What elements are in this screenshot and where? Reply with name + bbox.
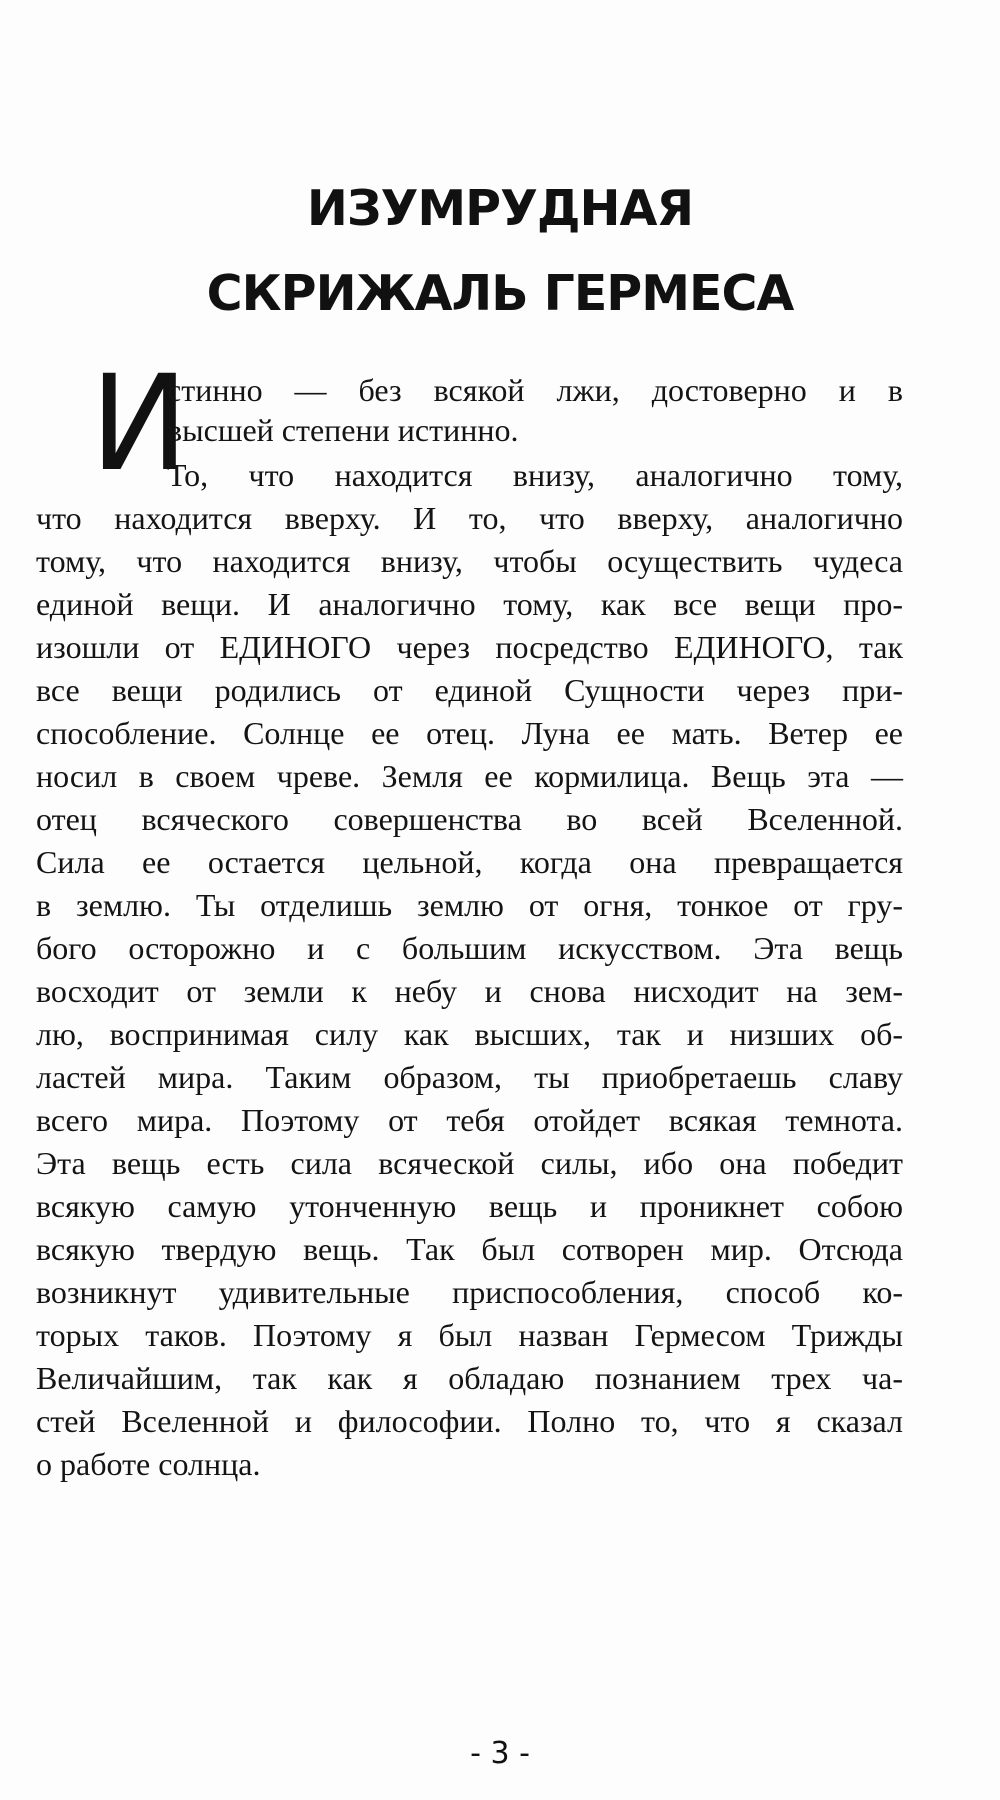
text-line: единой вещи. И аналогично тому, как все вещи про- xyxy=(36,586,903,622)
text-line: всякую твердую вещь. Так был сотворен мир. Отсюда xyxy=(36,1231,903,1267)
text-line: Величайшим, так как я обладаю познанием трех ча- xyxy=(36,1360,903,1396)
text-line: стинно — без всякой лжи, достоверно и в xyxy=(167,372,903,408)
text-line: высшей степени истинно. xyxy=(167,412,519,448)
text-line: возникнут удивительные приспособления, способ ко- xyxy=(36,1274,903,1310)
text-line: всего мира. Поэтому от тебя отойдет всякая темнота. xyxy=(36,1102,903,1138)
text-line: всякую самую утонченную вещь и проникнет собою xyxy=(36,1188,903,1224)
chapter-title-line-1: ИЗУМРУДНАЯ xyxy=(306,180,694,237)
page-number: - 3 - xyxy=(470,1736,530,1771)
text-line: изошли от ЕДИНОГО через посредство ЕДИНОГО, так xyxy=(36,629,903,665)
text-line: отец всяческого совершенства во всей Вселенной. xyxy=(36,801,903,837)
text-line: тому, что находится внизу, чтобы осуществить чудеса xyxy=(36,543,903,579)
text-line: все вещи родились от единой Сущности через при- xyxy=(36,672,903,708)
text-line: в землю. Ты отделишь землю от огня, тонкое от гру- xyxy=(36,887,903,923)
drop-cap: И xyxy=(90,347,189,501)
text-line: что находится вверху. И то, что вверху, аналогично xyxy=(36,500,903,536)
chapter-title-line-2: СКРИЖАЛЬ ГЕРМЕСА xyxy=(206,265,794,322)
text-line: носил в своем чреве. Земля ее кормилица. Вещь эта — xyxy=(36,758,903,794)
text-line: То, что находится внизу, аналогично тому, xyxy=(167,457,903,493)
text-line: торых таков. Поэтому я был назван Гермесом Трижды xyxy=(36,1317,903,1353)
text-line: ластей мира. Таким образом, ты приобретаешь славу xyxy=(36,1059,903,1095)
text-line: восходит от земли к небу и снова нисходит на зем- xyxy=(36,973,903,1009)
text-line: стей Вселенной и философии. Полно то, что я сказал xyxy=(36,1403,903,1439)
text-line: Эта вещь есть сила всяческой силы, ибо она победит xyxy=(36,1145,903,1181)
text-line: Сила ее остается цельной, когда она превращается xyxy=(36,844,903,880)
text-line: бого осторожно и с большим искусством. Эта вещь xyxy=(36,930,903,966)
text-line: лю, воспринимая силу как высших, так и низших об- xyxy=(36,1016,903,1052)
text-line: о работе солнца. xyxy=(36,1446,261,1482)
text-line: способление. Солнце ее отец. Луна ее мать. Ветер ее xyxy=(36,715,903,751)
